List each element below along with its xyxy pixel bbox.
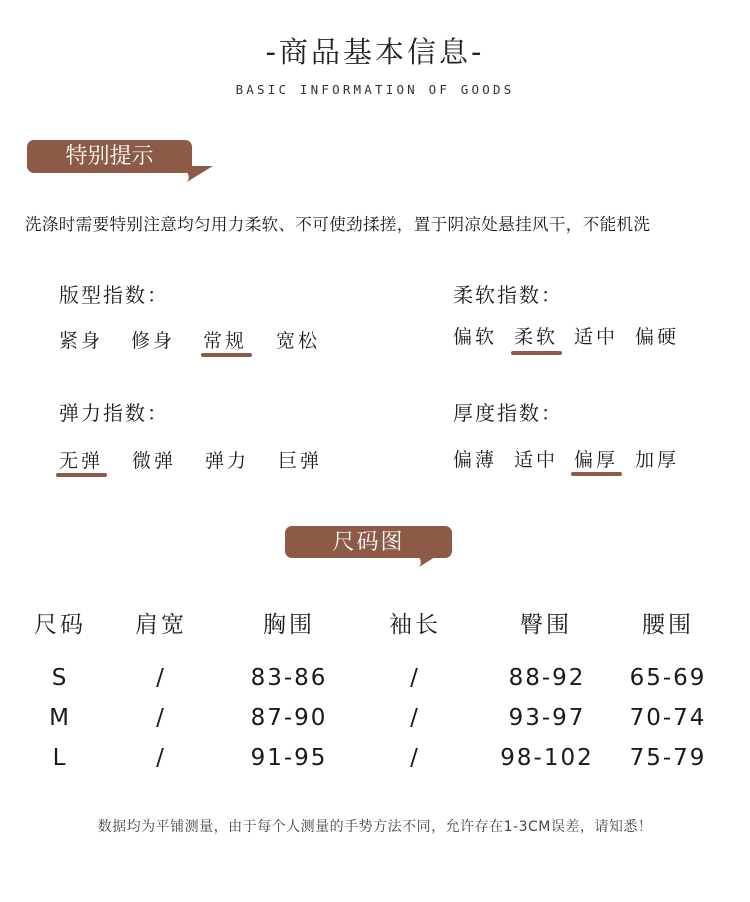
elasticity-index-label: 弹力指数： xyxy=(59,401,169,425)
size-table-cell: / xyxy=(156,705,166,731)
size-table-cell: 88-92 xyxy=(508,665,586,691)
softness-option-0: 偏软 xyxy=(453,326,498,348)
care-notice-text: 洗涤时需要特别注意均匀用力柔软、不可使劲揉搓，置于阴凉处悬挂风干，不能机洗 xyxy=(25,215,651,234)
size-table-cell: 83-86 xyxy=(250,665,328,691)
size-table-cell: / xyxy=(156,665,166,691)
fit-selected-underline xyxy=(201,353,252,357)
thickness-option-0: 偏薄 xyxy=(453,449,498,471)
elasticity-option-1: 微弹 xyxy=(132,450,177,472)
size-chart-tag xyxy=(285,526,455,568)
notice-tag-tail-icon xyxy=(177,166,217,184)
measurement-footnote: 数据均为平铺测量，由于每个人测量的手势方法不同，允许存在1-3CM误差，请知悉！ xyxy=(97,819,653,835)
size-table-cell: 75-79 xyxy=(629,745,707,771)
size-table-cell: 91-95 xyxy=(250,745,328,771)
elasticity-option-3: 巨弹 xyxy=(278,450,323,472)
notice-tag-label: 特别提示 xyxy=(27,140,192,173)
size-table-cell: 87-90 xyxy=(250,705,328,731)
fit-index-label: 版型指数： xyxy=(59,283,169,307)
fit-option-3: 宽松 xyxy=(276,330,321,352)
elasticity-option-2: 弹力 xyxy=(205,450,250,472)
page-subtitle: BASIC INFORMATION OF GOODS xyxy=(235,82,515,97)
size-table-cell: 65-69 xyxy=(629,665,707,691)
fit-option-1: 修身 xyxy=(131,330,176,352)
size-table-cell: / xyxy=(410,745,420,771)
size-table-cell: 98-102 xyxy=(500,745,594,771)
notice-tag xyxy=(27,140,195,180)
fit-option-0: 紧身 xyxy=(59,330,104,352)
thickness-option-3: 加厚 xyxy=(635,449,680,471)
size-table-cell: / xyxy=(410,665,420,691)
size-chart-tag-tail-icon xyxy=(409,551,449,569)
size-table-cell: 93-97 xyxy=(508,705,586,731)
elasticity-selected-underline xyxy=(56,473,107,477)
size-chart-tag-label: 尺码图 xyxy=(285,526,452,558)
size-table-cell: / xyxy=(410,705,420,731)
size-table-header: 腰围 xyxy=(642,612,694,638)
size-table-header: 尺码 xyxy=(34,612,86,638)
size-table-cell: L xyxy=(52,745,68,771)
size-table-cell: / xyxy=(156,745,166,771)
size-table-header: 肩宽 xyxy=(135,612,187,638)
fit-option-2: 常规 xyxy=(203,330,248,352)
softness-index-label: 柔软指数： xyxy=(453,283,563,307)
size-table-header: 袖长 xyxy=(389,612,441,638)
size-table-cell: 70-74 xyxy=(629,705,707,731)
thickness-selected-underline xyxy=(571,472,622,476)
thickness-option-2: 偏厚 xyxy=(574,449,619,471)
softness-selected-underline xyxy=(511,351,562,355)
size-table-cell: S xyxy=(51,665,69,691)
size-table-header: 臀围 xyxy=(520,612,572,638)
page-title: -商品基本信息- xyxy=(265,35,485,69)
softness-option-2: 适中 xyxy=(574,326,619,348)
thickness-option-1: 适中 xyxy=(514,449,559,471)
size-table-header: 胸围 xyxy=(263,612,315,638)
size-table-cell: M xyxy=(49,705,71,731)
softness-option-1: 柔软 xyxy=(514,326,559,348)
thickness-index-label: 厚度指数： xyxy=(453,401,563,425)
elasticity-option-0: 无弹 xyxy=(59,450,104,472)
softness-option-3: 偏硬 xyxy=(635,326,680,348)
